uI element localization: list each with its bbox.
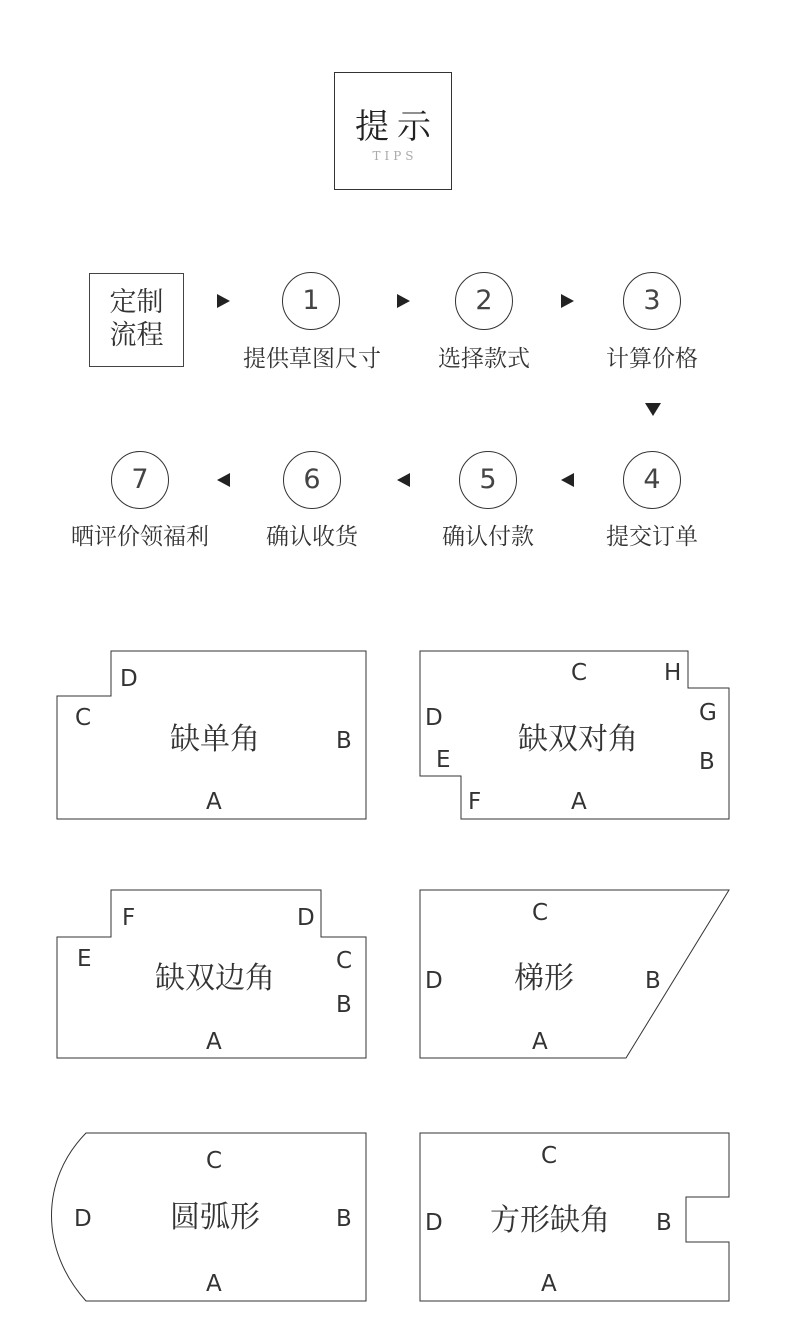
shape-5-corner-b: B	[336, 1206, 352, 1232]
tips-subtitle: TIPS	[372, 149, 418, 163]
shape-6-corner-d: D	[425, 1210, 443, 1236]
step-7-label: 晒评价领福利	[71, 524, 209, 550]
step-4-circle: 4	[623, 451, 681, 509]
shape-2-name: 缺双对角	[518, 722, 638, 757]
shape-2-corner-e: E	[436, 747, 451, 773]
shape-4-corner-c: C	[532, 900, 549, 926]
step-3-circle: 3	[623, 272, 681, 330]
shape-4-corner-a: A	[532, 1029, 548, 1055]
step-3-label: 计算价格	[606, 346, 698, 372]
shape-3-corner-b: B	[336, 992, 352, 1018]
flow-label-line2: 流程	[109, 320, 164, 351]
shape-5-corner-c: C	[206, 1148, 223, 1174]
shape-3-corner-f: F	[122, 905, 136, 931]
shape-4-corner-b: B	[645, 968, 661, 994]
shape-6-corner-a: A	[541, 1271, 557, 1297]
shape-1-corner-a: A	[206, 789, 222, 815]
step-2-circle: 2	[455, 272, 513, 330]
step-4-label: 提交订单	[606, 524, 698, 550]
shape-3-corner-e: E	[77, 946, 92, 972]
shape-2-corner-g: G	[699, 700, 717, 726]
shape-6-corner-b: B	[656, 1210, 672, 1236]
shape-1-corner-b: B	[336, 728, 352, 754]
shape-2-corner-a: A	[571, 789, 587, 815]
shape-3-corner-c: C	[336, 948, 353, 974]
shape-2-corner-b: B	[699, 749, 715, 775]
shape-1-name: 缺单角	[170, 722, 260, 757]
shape-5-corner-a: A	[206, 1271, 222, 1297]
shape-4-corner-d: D	[425, 968, 443, 994]
step-6-circle: 6	[283, 451, 341, 509]
tips-title: 提示	[355, 107, 439, 147]
step-2-label: 选择款式	[438, 346, 530, 372]
shape-5-name: 圆弧形	[170, 1200, 260, 1235]
step-1-circle: 1	[282, 272, 340, 330]
shape-6-corner-c: C	[541, 1143, 558, 1169]
shape-5-corner-d: D	[74, 1206, 92, 1232]
shape-3-corner-a: A	[206, 1029, 222, 1055]
step-1-label: 提供草图尺寸	[243, 346, 381, 372]
step-6-label: 确认收货	[266, 524, 358, 550]
shape-trapezoid	[420, 890, 729, 1058]
step-5-circle: 5	[459, 451, 517, 509]
shape-1-corner-d: D	[120, 666, 138, 692]
shape-6-name: 方形缺角	[490, 1203, 610, 1238]
step-5-label: 确认付款	[442, 524, 534, 550]
shape-1-corner-c: C	[75, 705, 92, 731]
shape-3-corner-d: D	[297, 905, 315, 931]
flow-label-line1: 定制	[109, 287, 164, 318]
step-7-circle: 7	[111, 451, 169, 509]
shape-2-corner-d: D	[425, 705, 443, 731]
shape-4-name: 梯形	[514, 961, 574, 996]
shape-2-corner-f: F	[468, 789, 482, 815]
shape-2-corner-c: C	[571, 660, 588, 686]
shape-2-corner-h: H	[664, 660, 682, 686]
shape-3-name: 缺双边角	[155, 961, 275, 996]
